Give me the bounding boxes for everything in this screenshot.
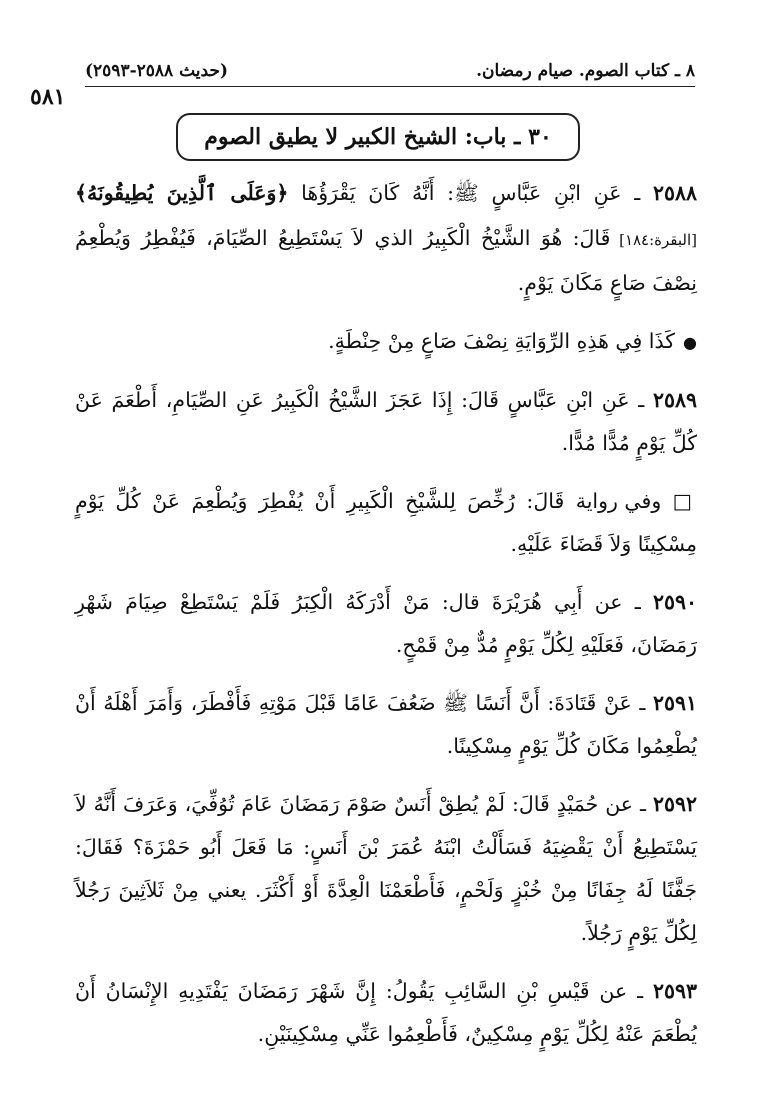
commentary-note [75, 320, 697, 364]
chapter-title-box [176, 113, 580, 161]
hadith-text: ـ عن قَيْسِ بْنِ السَّائِبِ يَقُولُ: إِنَّ شَهْرَ رَمَضَانَ يَفْتَدِيهِ الإِنْسَانُ أَنْ يُطْعَمَ عَنْهُ لِكُلِّ يَوْمٍ مِسْكِينٌ، فَأَطْعِمُوا عَنِّي مِسْكِينَيْنِ. [75, 979, 697, 1046]
header-hadith-range: (حديث ٢٥٨٨-٢٥٩٣) [85, 61, 228, 81]
hadith-number: ٢٥٩١ [652, 691, 697, 715]
hadith-text-a: ـ عَنِ ابْنِ عَبَّاسٍ ﷺ: أَنَّهُ كَانَ يَقْرَؤُهَا [288, 181, 653, 205]
header-rule [85, 86, 695, 87]
quran-reference: [البقرة:١٨٤] [610, 231, 698, 249]
hadith-text-b: قَالَ: هُوَ الشَّيْخُ الْكَبِيرُ الذي لاَ يَسْتَطِيعُ الصِّيَامَ، فَيُفْطِرُ وَيُطْعِمُ نِصْفَ صَاعٍ مَكَانَ يَوْمٍ. [75, 226, 697, 295]
header-chapter: ٨ ـ كتاب الصوم. صيام رمضان. [476, 61, 695, 81]
hadith-2591 [75, 682, 697, 768]
variant-narration [75, 480, 697, 566]
hadith-text: ـ عن أَبِي هُرَيْرَةَ قال: مَنْ أَدْرَكَهُ الْكِبَرُ فَلَمْ يَسْتَطِعْ صِيَامَ شَهْرِ رَمَضَانَ، فَعَلَيْهِ لِكُلِّ يَوْمٍ مُدٌّ مِنْ قَمْحٍ. [75, 590, 697, 657]
square-marker: □ [672, 489, 697, 513]
hadith-2588 [75, 172, 697, 305]
hadith-text: ـ عن حُمَيْدٍ قَالَ: لَمْ يُطِقْ أَنَسٌ صَوْمَ رَمَضَانَ عَامَ تُوُفِّيَ، وَعَرَفَ أَنَّهُ لاَ يَسْتَطِيعُ أَنْ يَقْضِيَهُ فَسَأَلْتُ ابْنَهُ عُمَرَ بْنَ أَنَسٍ: مَا فَعَلَ أَبُو حَمْزَةَ؟ فَقَالَ: جَفَّنًا لَهُ جِفَانًا مِنْ خُبْزٍ وَلَحْمٍ، فَأَطْعَمْنَا الْعِدَّةَ أَوْ أَكْثَرَ. يعني مِنْ ثَلاَثِينَ رَجُلاً لِكُلِّ يَوْمٍ رَجُلاً. [75, 792, 697, 945]
variant-text: وفي رواية قَالَ: رُخِّصَ لِلشَّيْخِ الْكَبِيرِ أَنْ يُفْطِرَ وَيُطْعِمَ عَنْ كُلِّ يَوْمٍ مِسْكِينًا وَلاَ قَضَاءَ عَلَيْهِ. [75, 489, 697, 556]
running-header [85, 58, 695, 84]
hadith-number: ٢٥٩٣ [652, 979, 697, 1003]
hadith-number: ٢٥٩٢ [652, 792, 697, 816]
page-number: ٥٨١ [30, 84, 66, 110]
chapter-title: ٣٠ ـ باب: الشيخ الكبير لا يطيق الصوم [204, 124, 552, 150]
bullet-marker: ● [683, 333, 697, 352]
hadith-number: ٢٥٨٩ [652, 388, 697, 412]
hadith-number: ٢٥٩٠ [652, 590, 697, 614]
quran-quote: ﴿وَعَلَى ٱلَّذِينَ يُطِيقُونَهُ﴾ [75, 181, 289, 205]
note-text: كَذَا فِي هَذِهِ الرِّوَايَةِ نِصْفَ صَاعٍ مِنْ حِنْطَةٍ. [328, 329, 676, 353]
page-content [75, 172, 697, 1056]
hadith-text: ـ عَنْ قَتَادَةَ: أَنَّ أَنَسًا ﷺ ضَعُفَ عَامًا قَبْلَ مَوْتِهِ فَأَفْطَرَ، وَأَمَرَ أَهْلَهُ أَنْ يُطْعِمُوا مَكَانَ كُلِّ يَوْمٍ مِسْكِينًا. [75, 691, 697, 758]
hadith-2592 [75, 783, 697, 955]
hadith-2590 [75, 581, 697, 667]
hadith-2593 [75, 970, 697, 1056]
hadith-number: ٢٥٨٨ [652, 181, 697, 205]
hadith-text: ـ عَنِ ابْنِ عَبَّاسٍ قَالَ: إِذَا عَجَزَ الشَّيْخُ الْكَبِيرُ عَنِ الصِّيَامِ، أَطْعَمَ عَنْ كُلِّ يَوْمٍ مُدًّا مُدًّا. [75, 388, 697, 455]
hadith-2589 [75, 379, 697, 465]
